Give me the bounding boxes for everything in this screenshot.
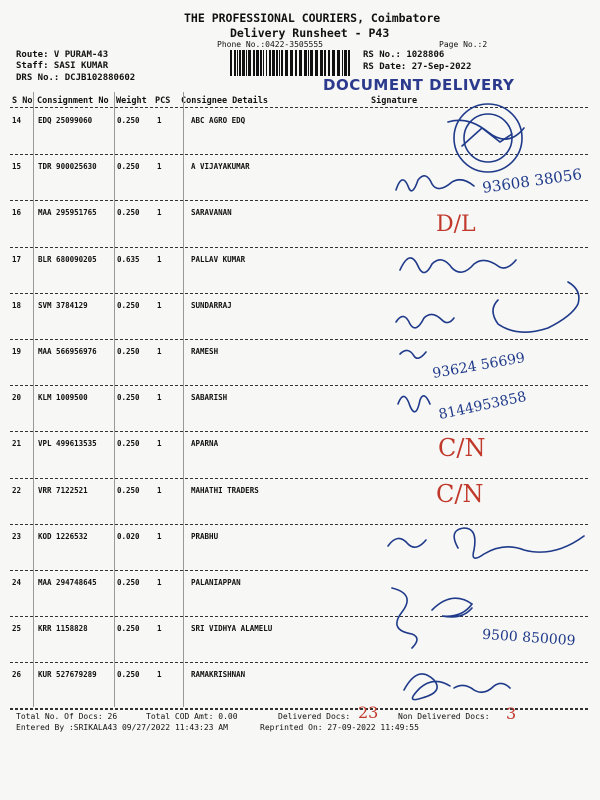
row-pcs: 1 <box>157 208 162 218</box>
row-consignment: BLR 680090205 <box>38 254 97 264</box>
non-delivered-value: 3 <box>506 704 517 723</box>
handwritten-note-dl: D/L <box>436 212 476 237</box>
row-pcs: 1 <box>157 347 162 356</box>
row-pcs: 1 <box>157 439 162 449</box>
handwritten-phone-19: 93624 56699 <box>431 350 527 382</box>
row-weight: 0.020 <box>117 531 140 541</box>
row-pcs: 1 <box>157 116 162 125</box>
row-sno: 26 <box>12 670 22 680</box>
rs-date: RS Date: 27-Sep-2022 <box>363 62 472 72</box>
col-consignment: Consignment No <box>37 96 109 106</box>
row-consignee: APARNA <box>191 439 219 449</box>
row-weight: 0.250 <box>117 670 140 680</box>
phone-number: Phone No.:0422-3505555 <box>217 40 323 49</box>
row-consignment: KUR 527679289 <box>38 670 97 680</box>
entered-by: Entered By :SRIKALA43 09/27/2022 11:43:23 AM <box>16 723 228 732</box>
drs-number: DRS No.: DCJB102880602 <box>16 73 136 83</box>
row-consignee: RAMAKRISHNAN <box>191 670 246 680</box>
row-consignee: PRABHU <box>191 531 219 541</box>
row-weight: 0.250 <box>117 116 140 125</box>
runsheet-title: Delivery Runsheet - P43 <box>230 26 390 40</box>
row-sno: 18 <box>12 300 22 310</box>
row-consignee: SARAVANAN <box>191 208 232 218</box>
col-pcs: PCS <box>155 96 171 106</box>
row-consignee: MAHATHI TRADERS <box>191 485 259 495</box>
non-delivered-label: Non Delivered Docs: <box>398 712 490 721</box>
row-pcs: 1 <box>157 300 162 310</box>
row-consignee: ABC AGRO EDQ <box>191 116 246 125</box>
company-seal-icon <box>448 104 524 172</box>
row-sno: 20 <box>12 393 22 403</box>
document-delivery-stamp: DOCUMENT DELIVERY <box>323 76 515 94</box>
row-consignee: PALANIAPPAN <box>191 578 241 587</box>
row-weight: 0.250 <box>117 624 140 634</box>
handwritten-phone-15: 93608 38056 <box>481 165 583 197</box>
signature-25 <box>432 598 472 617</box>
handwritten-phone-25: 9500 850009 <box>481 626 576 650</box>
row-pcs: 1 <box>157 624 162 634</box>
col-consignee: Consignee Details <box>181 96 268 106</box>
row-consignment: MAA 295951765 <box>38 208 97 218</box>
row-consignee: SABARISH <box>191 393 228 403</box>
row-pcs: 1 <box>157 254 162 264</box>
row-sno: 21 <box>12 439 22 449</box>
company-title: THE PROFESSIONAL COURIERS, Coimbatore <box>184 11 441 25</box>
signature-15 <box>396 176 474 191</box>
row-weight: 0.635 <box>117 254 140 264</box>
row-sno: 23 <box>12 531 22 541</box>
signature-17 <box>400 258 516 273</box>
row-sno: 25 <box>12 624 22 634</box>
row-sno: 16 <box>12 208 22 218</box>
handwritten-phone-20: 8144953858 <box>437 388 528 424</box>
row-consignment: EDQ 25099060 <box>38 116 93 125</box>
route-label: Route: V PURAM-43 <box>16 50 109 60</box>
delivered-docs-value: 23 <box>358 703 379 722</box>
delivered-docs-label: Delivered Docs: <box>278 712 351 721</box>
footer-divider <box>10 708 588 709</box>
row-consignment: VRR 7122521 <box>38 485 88 495</box>
signature-26 <box>404 674 450 700</box>
row-consignee: PALLAV KUMAR <box>191 254 246 264</box>
row-sno: 19 <box>12 347 22 356</box>
row-consignee: SUNDARRAJ <box>191 300 232 310</box>
page-number: Page No.:2 <box>439 40 488 49</box>
col-weight: Weight <box>116 96 147 106</box>
signature-18 <box>396 314 454 327</box>
row-consignment: KLM 1009500 <box>38 393 88 403</box>
row-pcs: 1 <box>157 670 162 680</box>
row-consignee: SRI VIDHYA ALAMELU <box>191 624 273 634</box>
signature-24 <box>392 588 417 648</box>
col-sno: S No <box>12 96 33 106</box>
row-weight: 0.250 <box>117 439 140 449</box>
row-consignment: TDR 900025630 <box>38 162 97 172</box>
row-weight: 0.250 <box>117 485 140 495</box>
row-weight: 0.250 <box>117 347 140 356</box>
row-pcs: 1 <box>157 531 162 541</box>
handwritten-note-cn-2: C/N <box>436 480 484 508</box>
col-signature: Signature <box>371 96 418 106</box>
row-consignment: KRR 1158828 <box>38 624 88 634</box>
row-pcs: 1 <box>157 485 162 495</box>
row-consignment: KOD 1226532 <box>38 531 88 541</box>
row-pcs: 1 <box>157 162 162 172</box>
row-consignee: A VIJAYAKUMAR <box>191 162 250 172</box>
row-sno: 17 <box>12 254 22 264</box>
signature-23 <box>388 538 426 547</box>
address-scribble-23 <box>454 528 584 558</box>
row-consignee: RAMESH <box>191 347 219 356</box>
row-sno: 22 <box>12 485 22 495</box>
row-sno: 14 <box>12 116 22 125</box>
handwritten-note-cn-1: C/N <box>438 434 486 462</box>
row-sno: 15 <box>12 162 22 172</box>
signature-20 <box>398 396 430 412</box>
row-weight: 0.250 <box>117 162 140 172</box>
total-cod: Total COD Amt: 0.00 <box>146 712 238 721</box>
total-docs: Total No. Of Docs: 26 <box>16 712 118 721</box>
row-consignment: MAA 566956976 <box>38 347 97 356</box>
row-consignment: VPL 499613535 <box>38 439 97 449</box>
row-weight: 0.250 <box>117 300 140 310</box>
address-scribble-18 <box>493 282 579 332</box>
date-scribble-26 <box>454 683 510 692</box>
row-weight: 0.250 <box>117 393 140 403</box>
signature-19 <box>400 350 426 358</box>
row-pcs: 1 <box>157 393 162 403</box>
row-consignment: MAA 294748645 <box>38 578 97 587</box>
row-weight: 0.250 <box>117 578 140 587</box>
rs-number: RS No.: 1028806 <box>363 50 445 60</box>
row-consignment: SVM 3784129 <box>38 300 88 310</box>
reprinted-on: Reprinted On: 27-09-2022 11:49:55 <box>260 723 419 732</box>
staff-label: Staff: SASI KUMAR <box>16 61 109 71</box>
row-weight: 0.250 <box>117 208 140 218</box>
row-sno: 24 <box>12 578 22 587</box>
row-pcs: 1 <box>157 578 162 587</box>
